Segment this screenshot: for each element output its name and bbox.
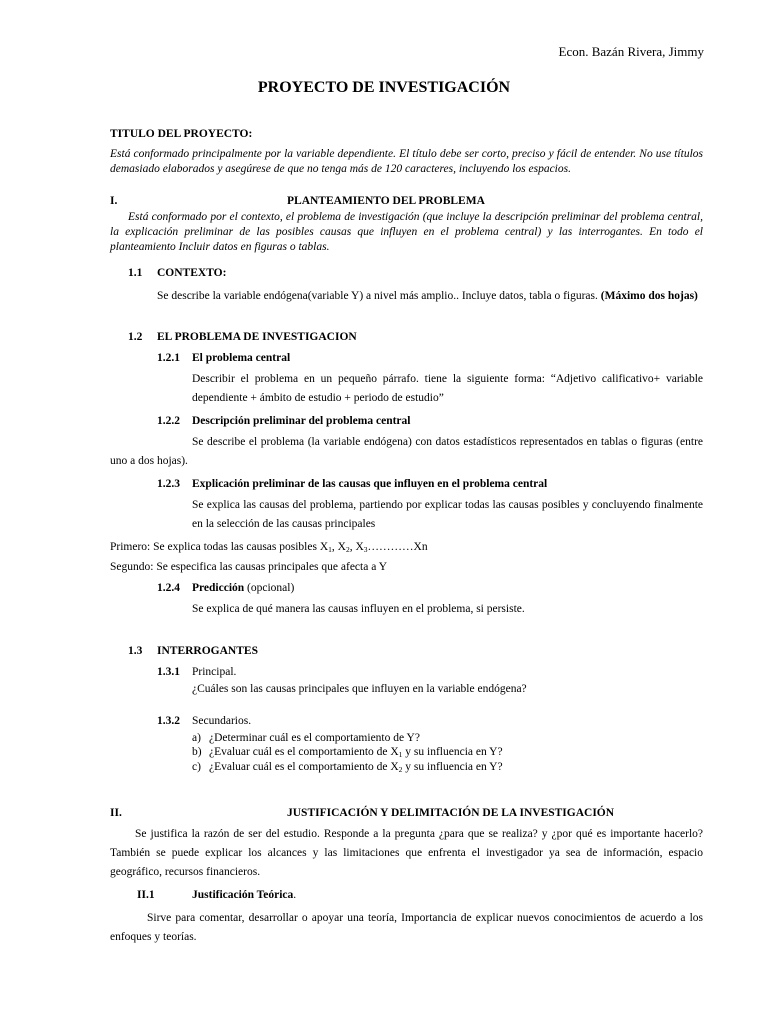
section-2-number: II.: [110, 807, 122, 819]
list-item-text: ¿Evaluar cuál es el comportamiento de X: [209, 746, 399, 758]
section-1-2-number: 1.2: [128, 331, 143, 343]
section-1-2-4-number: 1.2.4: [157, 582, 180, 594]
document-title: PROYECTO DE INVESTIGACIÓN: [257, 79, 511, 96]
section-1-2-3-number: 1.2.3: [157, 478, 180, 490]
section-1-2-3-heading: Explicación preliminar de las causas que influyen en el problema central: [192, 478, 548, 490]
primero-mid-1: , X: [331, 541, 346, 553]
primero-tail: …………Xn: [367, 541, 428, 553]
section-2-1-number: II.1: [137, 889, 155, 901]
section-1-1-heading: CONTEXTO:: [157, 267, 227, 279]
list-item-letter: a): [192, 732, 201, 744]
section-1-3-number: 1.3: [128, 645, 143, 657]
list-item-subscript: 2: [398, 765, 403, 774]
section-1-2-2-number: 1.2.2: [157, 415, 180, 427]
section-2-1-text: [110, 909, 703, 947]
section-1-3-2-label: Secundarios.: [192, 715, 252, 727]
contexto-text: Se describe la variable endógena(variable Y) a nivel más amplio.. Incluye datos, tabla o figuras.: [157, 290, 598, 302]
list-item-letter: c): [192, 761, 201, 773]
section-1-2-4-text: Se explica de qué manera las causas influyen en el problema, si persiste.: [192, 603, 525, 615]
section-1-heading: PLANTEAMIENTO DEL PROBLEMA: [287, 195, 485, 207]
section-2-1-heading: [192, 888, 296, 903]
prediccion-optional: (opcional): [244, 582, 295, 594]
list-item: [192, 760, 503, 775]
justificacion-text: Se justifica la razón de ser del estudio. Responde a la pregunta ¿para que se realiza? y ¿por qué es importante hacerlo? También se puede explicar los alcances y las limitaciones que enfrenta el investigador ya sea de información, espacio geográfico, recursos financieros.: [110, 828, 703, 878]
descripcion-text: Se describe el problema (la variable endógena) con datos estadísticos representados en tablas o figuras (entre uno a dos hojas).: [110, 436, 703, 467]
section-1-2-1-heading: El problema central: [192, 352, 291, 364]
justificacion-teorica-period: .: [293, 889, 297, 901]
section-1-2-1-text: Describir el problema en un pequeño párrafo. tiene la siguiente forma: “Adjetivo calificativo+ variable dependiente + ámbito de estudio + periodo de estudio”: [192, 373, 703, 404]
section-2-text: [110, 825, 703, 882]
list-item-subscript: 1: [398, 750, 403, 759]
section-1-text: Está conformado por el contexto, el problema de investigación (que incluye la descripción preliminar del problema central, la explicación preliminar de las posibles causas que influyen en el problema central) y las interrogantes. En todo el planteamiento Incluir datos en figuras o tablas.: [110, 211, 703, 253]
prediccion-label: Predicción: [192, 582, 245, 594]
section-1-3-1-label: Principal.: [192, 666, 237, 678]
list-item-tail: y su influencia en Y?: [402, 746, 503, 758]
primero-sub-1: 1: [328, 545, 332, 554]
section-2-heading: JUSTIFICACIÓN Y DELIMITACIÓN DE LA INVESTIGACIÓN: [287, 807, 615, 819]
section-1-number: I.: [110, 195, 118, 207]
section-1-1-text: [110, 287, 703, 306]
section-1-3-heading: INTERROGANTES: [157, 645, 258, 657]
primero-mid-2: , X: [349, 541, 364, 553]
section-1-2-1-number: 1.2.1: [157, 352, 180, 364]
section-1-3-1-question: ¿Cuáles son las causas principales que influyen en la variable endógena?: [192, 683, 527, 695]
titulo-text: Está conformado principalmente por la variable dependiente. El título debe ser corto, preciso y fácil de entender. No use títulos demasiado elaborados y asegúrese de que no tenga más de 120 caracteres, incluyendo los espacios.: [110, 148, 703, 175]
justificacion-teorica-text: Sirve para comentar, desarrollar o apoyar una teoría, Importancia de explicar nuevos conocimientos de acuerdo a los enfoques y teorías.: [110, 912, 703, 943]
list-item-tail: y su influencia en Y?: [402, 761, 503, 773]
primero-sub-2: 2: [345, 545, 350, 554]
primero-line: [110, 540, 428, 555]
list-item: [192, 731, 420, 746]
list-item-text: ¿Evaluar cuál es el comportamiento de X: [209, 761, 399, 773]
list-item-letter: b): [192, 746, 202, 758]
segundo-line: Segundo: Se especifica las causas principales que afecta a Y: [110, 561, 388, 573]
primero-prefix: Primero: Se explica todas las causas posibles X: [110, 541, 329, 553]
titulo-heading: TITULO DEL PROYECTO:: [110, 128, 253, 140]
section-1-3-1-number: 1.3.1: [157, 666, 180, 678]
section-1-1-number: 1.1: [128, 267, 143, 279]
section-1-3-2-number: 1.3.2: [157, 715, 180, 727]
list-item: [192, 745, 503, 760]
primero-sub-3: 3: [363, 545, 368, 554]
section-1-2-heading: EL PROBLEMA DE INVESTIGACION: [157, 331, 357, 343]
section-1-2-2-heading: Descripción preliminar del problema central: [192, 415, 411, 427]
list-item-text: ¿Determinar cuál es el comportamiento de Y?: [209, 732, 420, 744]
section-1-2-2-text: [110, 433, 703, 471]
section-1-2-3-text: Se explica las causas del problema, partiendo por explicar todas las causas posibles y concluyendo finalmente en la selección de las causas principales: [192, 499, 703, 530]
contexto-bold-note: (Máximo dos hojas): [600, 290, 698, 302]
author-name: Econ. Bazán Rivera, Jimmy: [558, 44, 704, 59]
section-1-2-4-heading: [192, 581, 294, 596]
justificacion-teorica-label: Justificación Teórica: [192, 889, 294, 901]
